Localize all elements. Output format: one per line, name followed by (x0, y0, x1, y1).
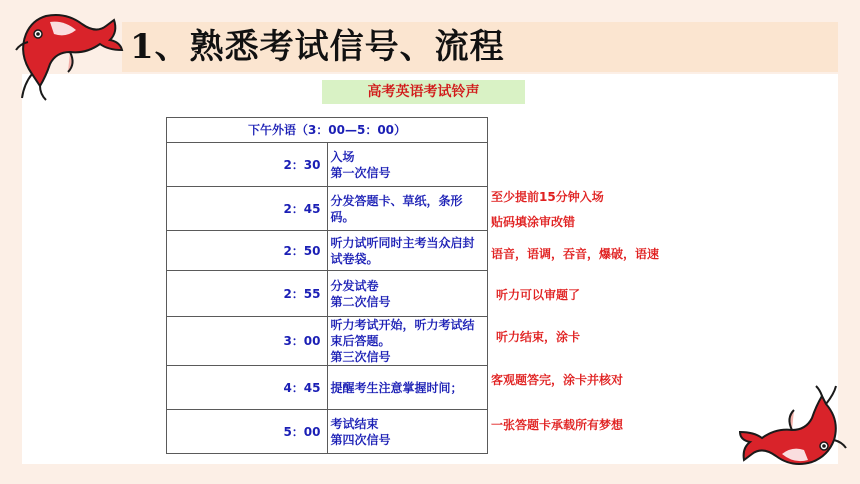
row-content (327, 187, 488, 231)
row-line-2: 第三次信号 (330, 350, 391, 364)
row-line-1: 提醒考生注意掌握时间； (330, 380, 463, 395)
table-row (167, 231, 488, 271)
annotation-note: 一张答题卡承载所有梦想 (491, 418, 624, 432)
row-time: 4：45 (167, 366, 328, 410)
annotation-note: 贴码填涂审改错 (491, 215, 576, 229)
row-time: 5：00 (167, 410, 328, 454)
table-row (167, 317, 488, 366)
row-line-1: 考试结束 (330, 416, 379, 431)
table-row (167, 271, 488, 317)
row-line-1: 分发答题卡、草纸，条形码。 (330, 193, 463, 224)
annotation-note: 听力结束，涂卡 (496, 330, 581, 344)
annotation-note: 听力可以审题了 (496, 288, 581, 302)
table-row (167, 366, 488, 410)
row-time: 2：50 (167, 231, 328, 271)
row-line-2: 第四次信号 (330, 432, 391, 447)
row-time: 3：00 (167, 317, 328, 366)
row-content (327, 317, 488, 366)
row-content (327, 410, 488, 454)
table-header: 下午外语（3：00—5：00） (167, 118, 488, 143)
table-row (167, 143, 488, 187)
annotation-note: 语音，语调，吞音，爆破，语速 (491, 247, 660, 261)
row-time: 2：30 (167, 143, 328, 187)
row-line-1: 入场 (330, 149, 355, 164)
table-header-row (167, 118, 488, 143)
row-line-1: 分发试卷 (330, 278, 379, 293)
row-content (327, 231, 488, 271)
row-line-2: 第二次信号 (330, 294, 391, 309)
subtitle-label: 高考英语考试铃声 (322, 80, 525, 104)
exam-schedule-table (166, 117, 488, 454)
row-line-1: 听力考试开始，听力考试结束后答题。 (330, 318, 475, 348)
koi-fish-icon (738, 384, 850, 480)
row-time: 2：45 (167, 187, 328, 231)
annotation-note: 客观题答完，涂卡并核对 (491, 373, 624, 387)
row-content (327, 271, 488, 317)
row-line-1: 听力试听同时主考当众启封试卷袋。 (330, 235, 475, 266)
table-row (167, 410, 488, 454)
row-line-2: 第一次信号 (330, 165, 391, 180)
slide-title: 1、熟悉考试信号、流程 (130, 27, 505, 67)
row-time: 2：55 (167, 271, 328, 317)
row-content (327, 366, 488, 410)
table-row (167, 187, 488, 231)
row-content (327, 143, 488, 187)
koi-fish-icon (10, 4, 125, 104)
annotation-note: 至少提前15分钟入场 (491, 190, 604, 204)
